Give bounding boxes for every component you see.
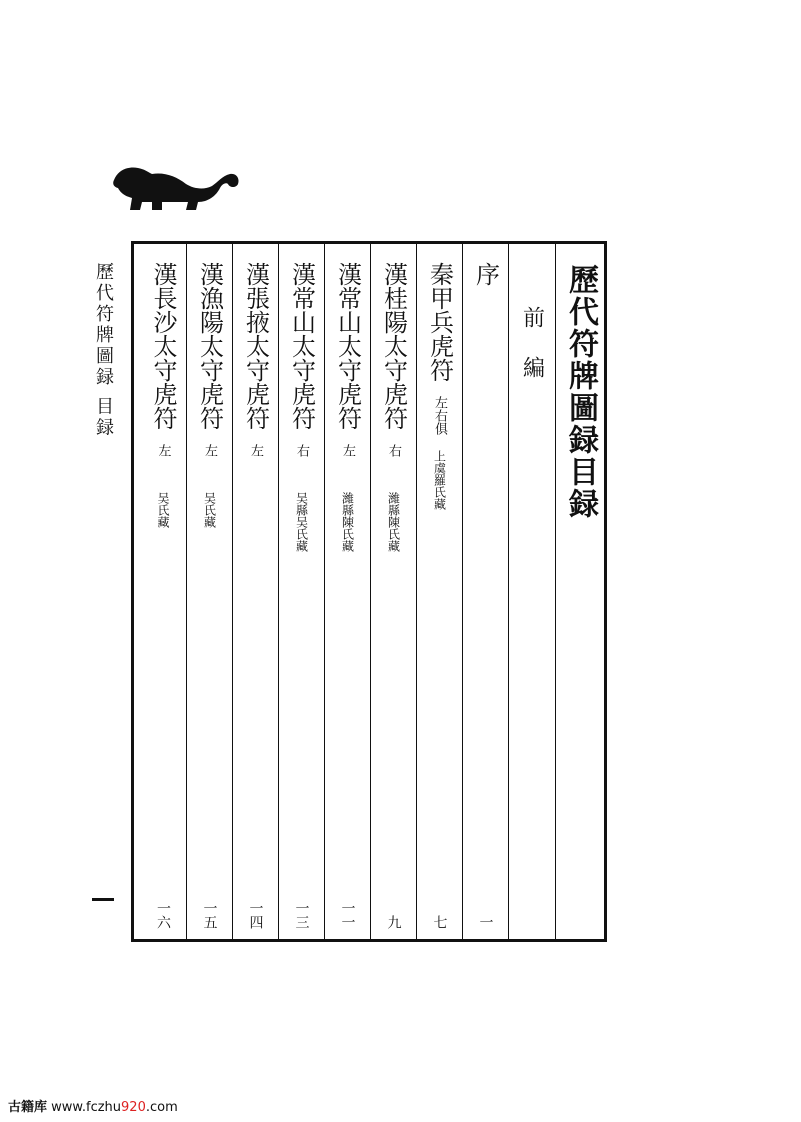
entry-side-note: 左 — [340, 444, 355, 457]
entry-page-number: 一六 — [155, 901, 171, 929]
entry-side-note: 右 — [386, 444, 401, 457]
entry-side-note: 左 — [155, 444, 171, 457]
entry-owner-note: 上虞羅氏藏 — [432, 450, 447, 510]
side-running-title: 歷代符牌圖録 目録 — [93, 262, 114, 439]
entry-title: 序 — [471, 262, 500, 286]
tiger-tally-icon — [112, 158, 240, 214]
toc-entry[interactable] — [324, 244, 370, 939]
entry-page-number: 一 — [477, 915, 494, 929]
watermark-footer — [8, 1096, 178, 1115]
toc-entry[interactable] — [462, 244, 508, 939]
entry-title: 漢張掖太守虎符 — [241, 262, 270, 430]
entry-title: 秦甲兵虎符 — [425, 262, 454, 382]
toc-entry[interactable] — [232, 244, 278, 939]
toc-entry[interactable] — [186, 244, 232, 939]
toc-entry[interactable] — [370, 244, 416, 939]
contents-table — [131, 241, 607, 942]
toc-entry[interactable] — [278, 244, 324, 939]
entry-owner-note: 濰縣陳氏藏 — [386, 492, 401, 552]
entry-page-number: 七 — [431, 915, 448, 929]
entry-owner-note: 吴氏藏 — [202, 492, 217, 528]
entry-owner-note: 濰縣陳氏藏 — [340, 492, 355, 552]
side-page-number-mark — [92, 898, 114, 901]
entry-page-number: 一三 — [293, 901, 310, 929]
watermark-url-suffix: .com — [145, 1100, 178, 1115]
entry-owner-note: 吴縣吴氏藏 — [294, 492, 309, 552]
watermark-url-number: 920 — [121, 1100, 146, 1115]
entry-title: 漢長沙太守虎符 — [149, 262, 177, 430]
toc-entry[interactable] — [416, 244, 462, 939]
section-heading: 前編 — [519, 306, 545, 406]
entry-side-note: 左 — [202, 444, 217, 457]
entry-title: 漢常山太守虎符 — [287, 262, 316, 430]
entry-title: 漢漁陽太守虎符 — [195, 262, 224, 430]
entry-side-note: 右 — [294, 444, 309, 457]
watermark-url-prefix: www.fczhu — [51, 1100, 122, 1115]
toc-entry[interactable] — [140, 244, 186, 939]
title-column — [555, 244, 604, 939]
entry-page-number: 一一 — [339, 901, 356, 929]
entry-page-number: 九 — [385, 915, 402, 929]
watermark-brand: 古籍库 — [8, 1100, 48, 1115]
entry-page-number: 一四 — [247, 901, 264, 929]
entry-page-number: 一五 — [201, 901, 218, 929]
entry-side-note: 左右俱 — [432, 396, 447, 435]
entry-title: 漢桂陽太守虎符 — [379, 262, 408, 430]
entry-owner-note: 吴氏藏 — [156, 492, 170, 528]
document-title: 歷代符牌圖録目録 — [563, 264, 598, 520]
section-column — [508, 244, 555, 939]
entry-title: 漢常山太守虎符 — [333, 262, 362, 430]
entry-side-note: 左 — [248, 444, 263, 457]
